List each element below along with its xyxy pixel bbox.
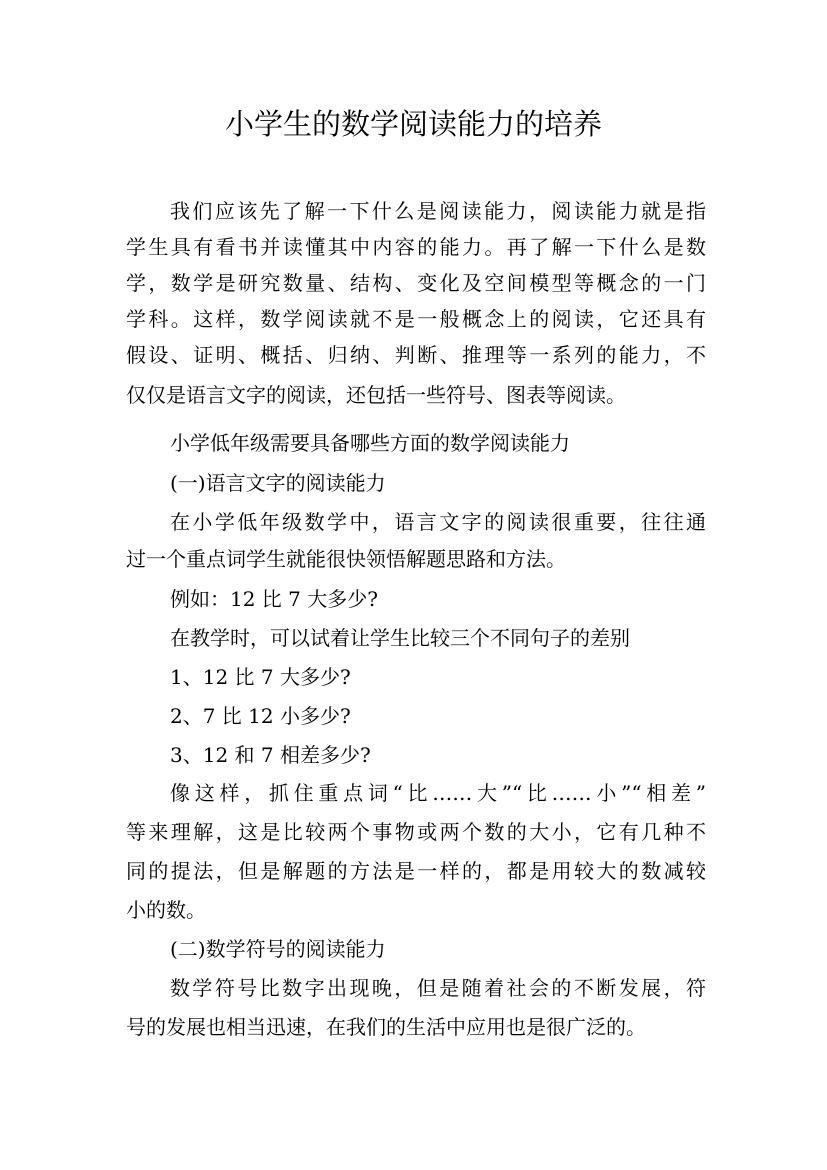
paragraph-line: 数学符号比数字出现晚，但是随着社会的不断发展，符 bbox=[170, 976, 706, 1000]
example-line: 例如：12 比 7 大多少? bbox=[170, 587, 378, 611]
paragraph-line: 学科。这样，数学阅读就不是一般概念上的阅读，它还具有 bbox=[126, 307, 706, 331]
section-heading: 小学低年级需要具备哪些方面的数学阅读能力 bbox=[170, 431, 570, 455]
document-title: 小学生的数学阅读能力的培养 bbox=[224, 107, 602, 141]
subsection-heading: (一)语言文字的阅读能力 bbox=[170, 471, 386, 495]
paragraph-line: 仅仅是语言文字的阅读，还包括一些符号、图表等阅读。 bbox=[126, 383, 626, 407]
list-item: 3、12 和 7 相差多少? bbox=[170, 743, 371, 767]
subsection-heading: (二)数学符号的阅读能力 bbox=[170, 937, 386, 961]
paragraph-line: 像这样，抓住重点词“比……大”“比……小”“相差” bbox=[170, 781, 706, 805]
paragraph-line: 等来理解，这是比较两个事物或两个数的大小，它有几种不 bbox=[126, 820, 706, 844]
paragraph-line: 在小学低年级数学中，语言文字的阅读很重要，往往通 bbox=[170, 510, 706, 534]
paragraph-line: 假设、证明、概括、归纳、判断、推理等一系列的能力，不 bbox=[126, 343, 706, 367]
paragraph-line: 我们应该先了解一下什么是阅读能力，阅读能力就是指 bbox=[170, 199, 706, 223]
paragraph-line: 小的数。 bbox=[126, 898, 206, 922]
list-item: 2、7 比 12 小多少? bbox=[170, 704, 351, 728]
list-item: 1、12 比 7 大多少? bbox=[170, 665, 351, 689]
paragraph-line: 学，数学是研究数量、结构、变化及空间模型等概念的一门 bbox=[126, 271, 706, 295]
paragraph-line: 同的提法，但是解题的方法是一样的，都是用较大的数减较 bbox=[126, 859, 706, 883]
paragraph-line: 过一个重点词学生就能很快领悟解题思路和方法。 bbox=[126, 547, 566, 571]
paragraph-line: 号的发展也相当迅速，在我们的生活中应用也是很广泛的。 bbox=[126, 1015, 646, 1039]
paragraph-line: 在教学时，可以试着让学生比较三个不同句子的差别 bbox=[170, 626, 630, 650]
paragraph-line: 学生具有看书并读懂其中内容的能力。再了解一下什么是数 bbox=[126, 235, 706, 259]
